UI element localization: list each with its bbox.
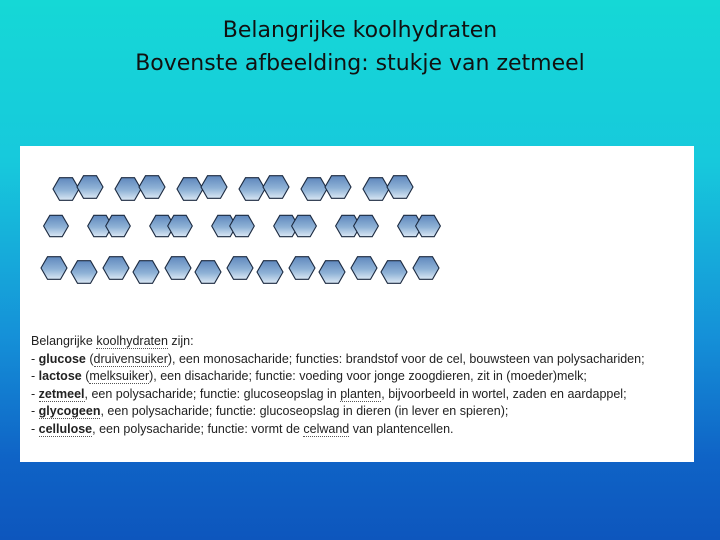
glucose-hexagon	[239, 178, 265, 201]
list-item-term: glucose	[38, 351, 86, 366]
glucose-hexagon	[177, 178, 203, 201]
glucose-hexagon	[387, 176, 413, 199]
list-item-term: lactose	[38, 369, 82, 383]
slide-title-line2: Bovenste afbeelding: stukje van zetmeel	[135, 51, 585, 76]
glucose-hexagon	[230, 215, 255, 236]
glucose-hexagon	[168, 215, 193, 236]
glucose-hexagon	[227, 257, 253, 280]
glucose-hexagon	[103, 257, 129, 280]
list-item: - cellulose, een polysacharide; functie: vormt de celwand van plantencellen.	[31, 421, 454, 436]
glucose-hexagon	[413, 257, 439, 280]
druivensuiker-link[interactable]: druivensuiker	[93, 351, 168, 366]
glucose-hexagon	[381, 261, 407, 284]
cellulose-link[interactable]: cellulose	[38, 421, 93, 436]
glucose-hexagon	[44, 215, 69, 236]
glucose-hexagon	[257, 261, 283, 284]
slide-title	[0, 14, 720, 80]
glucose-hexagon	[201, 176, 227, 199]
glucose-hexagon	[351, 257, 377, 280]
glucose-hexagon	[319, 261, 345, 284]
slide-title-line1: Belangrijke koolhydraten	[222, 18, 498, 43]
starch-chain-diagram	[20, 146, 694, 316]
glucose-hexagon	[416, 215, 441, 236]
list-item: - glucose (druivensuiker), een monosacharide; functies: brandstof voor de cel, bouwsteen van polysachariden;	[31, 351, 645, 366]
glucose-hexagon	[77, 176, 103, 199]
glucose-hexagon	[354, 215, 379, 236]
glucose-hexagon	[41, 257, 67, 280]
glucose-hexagon	[289, 257, 315, 280]
list-intro: Belangrijke koolhydraten zijn:	[31, 334, 194, 348]
glucose-hexagon	[115, 178, 141, 201]
glucose-hexagon	[133, 261, 159, 284]
glucose-hexagon	[106, 215, 131, 236]
glucose-hexagon	[165, 257, 191, 280]
glycogeen-link[interactable]: glycogeen	[38, 404, 101, 418]
glucose-hexagon	[71, 261, 97, 284]
glucose-hexagon	[301, 178, 327, 201]
glucose-hexagon	[363, 178, 389, 201]
melksuiker-link[interactable]: melksuiker	[89, 369, 150, 383]
planten-link[interactable]: planten	[340, 386, 382, 401]
glucose-hexagon	[53, 178, 79, 201]
carbohydrate-list	[31, 333, 691, 438]
figure-panel	[20, 146, 694, 462]
list-item: - glycogeen, een polysacharide; functie: glucoseopslag in dieren (in lever en spieren);	[31, 404, 509, 418]
zetmeel-link[interactable]: zetmeel	[38, 386, 85, 401]
glucose-hexagon	[325, 176, 351, 199]
list-item: - lactose (melksuiker), een disacharide; functie: voeding voor jonge zoogdieren, zit in (moeder)melk;	[31, 369, 587, 383]
glucose-hexagon	[263, 176, 289, 199]
glucose-hexagon	[292, 215, 317, 236]
koolhydraten-link[interactable]: koolhydraten	[96, 334, 168, 348]
glucose-hexagon	[195, 261, 221, 284]
list-item: - zetmeel, een polysacharide; functie: glucoseopslag in planten, bijvoorbeeld in wortel, zaden en aardappel;	[31, 386, 627, 401]
glucose-hexagon	[139, 176, 165, 199]
celwand-link[interactable]: celwand	[303, 421, 350, 436]
